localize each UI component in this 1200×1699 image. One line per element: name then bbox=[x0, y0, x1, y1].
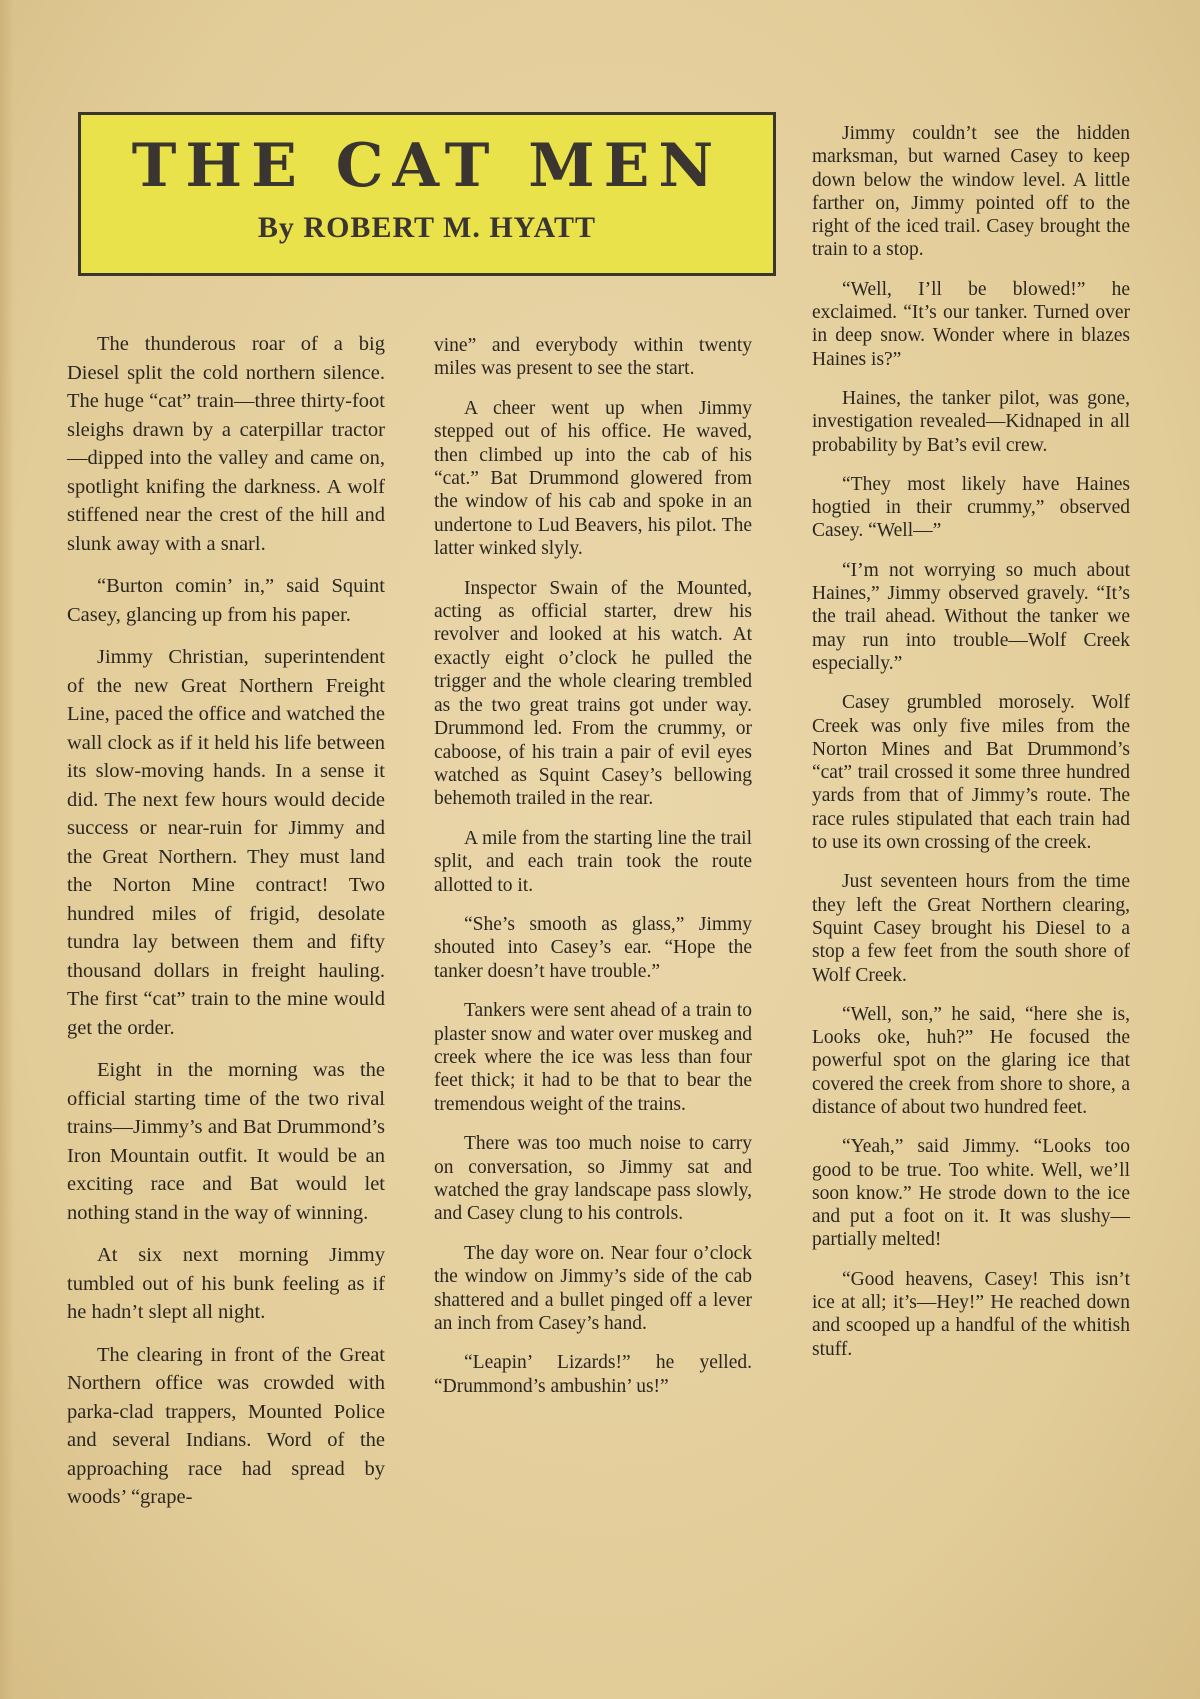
paragraph: Tankers were sent ahead of a train to plaster snow and water over muskeg and creek where the ice was less than four feet thick; it had to be that to bear the tremendous weight of the trains. bbox=[434, 1000, 752, 1115]
paragraph: “Burton comin’ in,” said Squint Casey, glancing up from his paper. bbox=[67, 575, 385, 626]
paragraph: “Yeah,” said Jimmy. “Looks too good to be true. Too white. Well, we’ll soon know.” He strode down to the ice and put a foot on it. It was slushy—partially melted! bbox=[812, 1136, 1130, 1251]
story-title: THE CAT MEN bbox=[131, 131, 723, 201]
paragraph: Eight in the morning was the official starting time of the two rival trains—Jimmy’s and Bat Drummond’s Iron Mountain outfit. It would be an exciting race and Bat would let nothing stand in the way of winning. bbox=[67, 1059, 385, 1224]
paragraph: The thunderous roar of a big Diesel split the cold northern silence. The huge “cat” train—three thirty-foot sleighs drawn by a caterpillar tractor—dipped into the valley and came on, spotlight knifing the darkness. A wolf stiffened near the crest of the hill and slunk away with a snarl. bbox=[67, 333, 385, 555]
text-column-3 bbox=[812, 122, 1130, 1377]
paragraph: “Leapin’ Lizards!” he yelled. “Drummond’s ambushin’ us!” bbox=[434, 1352, 752, 1397]
paragraph: Just seventeen hours from the time they left the Great Northern clearing, Squint Casey brought his Diesel to a stop a few feet from the south shore of Wolf Creek. bbox=[812, 871, 1130, 986]
paragraph: The day wore on. Near four o’clock the window on Jimmy’s side of the cab shattered and a bullet pinged off a lever an inch from Casey’s hand. bbox=[434, 1242, 752, 1335]
paragraph: “She’s smooth as glass,” Jimmy shouted into Casey’s ear. “Hope the tanker doesn’t have trouble.” bbox=[434, 913, 752, 982]
page-edge-stain bbox=[0, 0, 14, 1699]
paragraph: Jimmy couldn’t see the hidden marksman, but warned Casey to keep down below the window level. A little farther on, Jimmy pointed off to the right of the iced trail. Casey brought the train to a stop. bbox=[812, 123, 1130, 261]
paragraph: “Well, I’ll be blowed!” he exclaimed. “It’s our tanker. Turned over in deep snow. Wonder where in blazes Haines is?” bbox=[812, 278, 1130, 370]
paragraph: “Good heavens, Casey! This isn’t ice at all; it’s—Hey!” He reached down and scooped up a handful of the whitish stuff. bbox=[812, 1268, 1130, 1360]
paragraph: A cheer went up when Jimmy stepped out of his office. He waved, then climbed up into the cab of his “cat.” Bat Drummond glowered from the window of his cab and spoke in an undertone to Lud Beavers, his pilot. The latter winked slyly. bbox=[434, 397, 752, 560]
paragraph: The clearing in front of the Great Northern office was crowded with parka-clad trappers, Mounted Police and several Indians. Word of the approaching race had spread by woods’ “grape- bbox=[67, 1343, 385, 1508]
paragraph: “I’m not worrying so much about Haines,” Jimmy observed gravely. “It’s the trail ahead. Without the tanker we may run into trouble—Wolf Creek especially.” bbox=[812, 559, 1130, 674]
story-byline: By ROBERT M. HYATT bbox=[257, 211, 597, 244]
paragraph: Haines, the tanker pilot, was gone, investigation revealed—Kidnaped in all probability by Bat’s evil crew. bbox=[812, 387, 1130, 456]
paragraph: vine” and everybody within twenty miles was present to see the start. bbox=[434, 335, 752, 380]
paragraph: “Well, son,” he said, “here she is, Looks oke, huh?” He focused the powerful spot on the glaring ice that covered the creek from shore to shore, a distance of about two hundred feet. bbox=[812, 1003, 1130, 1118]
paragraph: A mile from the starting line the trail split, and each train took the route allotted to it. bbox=[434, 827, 752, 896]
text-column-2 bbox=[434, 334, 752, 1414]
paragraph: “They most likely have Haines hogtied in their crummy,” observed Casey. “Well—” bbox=[812, 473, 1130, 542]
title-banner bbox=[78, 112, 776, 276]
paragraph: Inspector Swain of the Mounted, acting as official starter, drew his revolver and looked at his watch. At exactly eight o’clock he pulled the trigger and the whole clearing trembled as the two great trains got under way. Drummond led. From the crummy, or caboose, of his train a pair of evil eyes watched as Squint Casey’s bellowing behemoth trailed in the rear. bbox=[434, 577, 752, 810]
text-column-1 bbox=[67, 330, 385, 1526]
paragraph: There was too much noise to carry on conversation, so Jimmy sat and watched the gray landscape pass slowly, and Casey clung to his controls. bbox=[434, 1133, 752, 1225]
paragraph: At six next morning Jimmy tumbled out of his bunk feeling as if he hadn’t slept all night. bbox=[67, 1244, 385, 1323]
paragraph: Casey grumbled morosely. Wolf Creek was only five miles from the Norton Mines and Bat Drummond’s “cat” trail crossed it some three hundred yards from that of Jimmy’s route. The race rules stipulated that each train had to use its own crossing of the creek. bbox=[812, 692, 1130, 854]
paragraph: Jimmy Christian, superintendent of the new Great Northern Freight Line, paced the office and watched the wall clock as if it held his life between its slow-moving hands. In a sense it did. The next few hours would decide success or near-ruin for Jimmy and the Great Northern. They must land the Norton Mine contract! Two hundred miles of frigid, desolate tundra lay between them and fifty thousand dollars in freight hauling. The first “cat” train to the mine would get the order. bbox=[67, 646, 385, 1039]
